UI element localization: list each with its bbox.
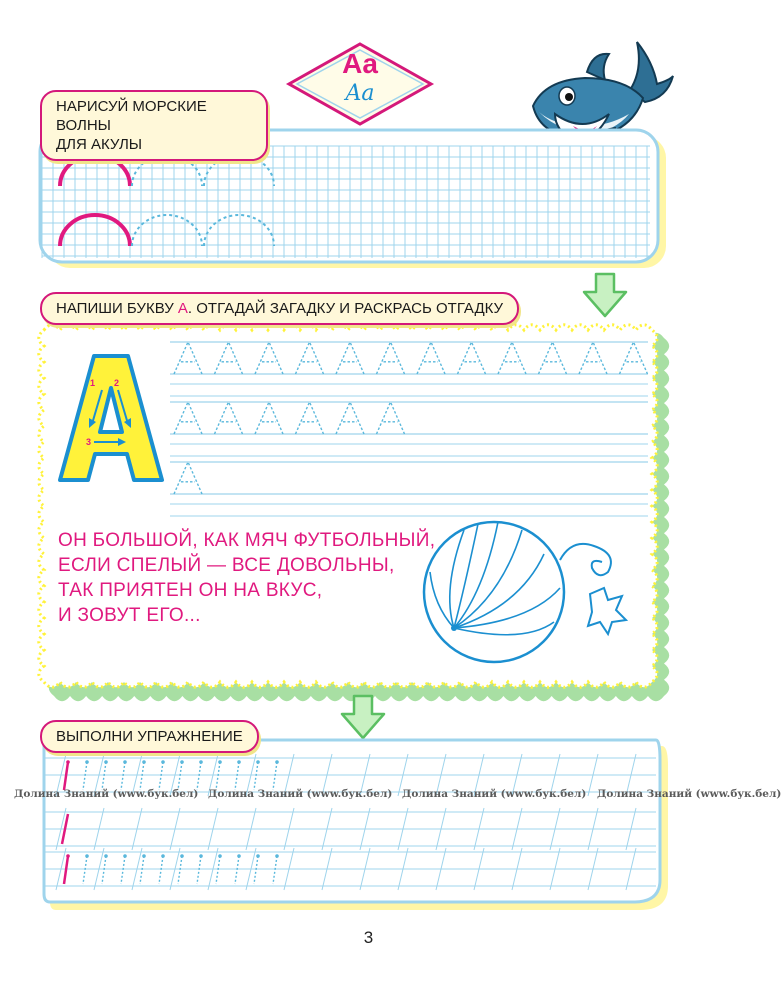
trace-letter	[377, 402, 405, 434]
stroke-number-1: 1	[90, 378, 96, 388]
trace-letter	[336, 402, 364, 434]
riddle-line-2: ЕСЛИ СПЕЛЫЙ — ВСЕ ДОВОЛЬНЫ,	[58, 555, 395, 576]
trace-letter	[336, 342, 364, 374]
stroke-number-2: 2	[114, 378, 120, 388]
task2-label-text: НАПИШИ БУКВУ	[56, 300, 178, 317]
watermark-4: Долина Знаний (www.бук.бел)	[597, 788, 781, 800]
task3-label: ВЫПОЛНИ УПРАЖНЕНИЕ	[40, 720, 259, 753]
trace-letter	[458, 342, 486, 374]
trace-letter	[417, 342, 445, 374]
watermark-2: Долина Знаний (www.бук.бел)	[208, 788, 393, 800]
task1-label	[40, 90, 268, 161]
practice-stroke	[254, 762, 258, 790]
trace-letter	[215, 402, 243, 434]
practice-stroke	[140, 762, 144, 790]
task2-label	[40, 292, 519, 325]
trace-letter	[215, 342, 243, 374]
task1-label-line1: НАРИСУЙ МОРСКИЕ ВОЛНЫ	[56, 98, 207, 134]
practice-stroke	[197, 762, 201, 790]
practice-stroke	[64, 856, 68, 884]
slant-lines	[44, 742, 664, 906]
task2-label-letter: А	[177, 300, 188, 317]
big-letter-a	[56, 352, 166, 484]
practice-stroke	[159, 762, 163, 790]
practice-stroke	[273, 762, 277, 790]
task1-label-line2: ДЛЯ АКУЛЫ	[56, 136, 143, 153]
riddle-line-4: И ЗОВУТ ЕГО...	[58, 605, 201, 626]
riddle-line-3: ТАК ПРИЯТЕН ОН НА ВКУС,	[58, 580, 323, 601]
practice-stroke	[102, 762, 106, 790]
practice-stroke	[83, 856, 87, 884]
trace-letter	[579, 342, 607, 374]
trace-letter	[174, 462, 202, 494]
trace-letter	[296, 342, 324, 374]
waves-grid	[42, 146, 650, 258]
trace-letter	[296, 402, 324, 434]
task2-label-text-end: . ОТГАДАЙ ЗАГАДКУ И РАСКРАСЬ ОТГАДКУ	[187, 300, 504, 317]
watermelon-outline	[412, 510, 642, 670]
practice-stroke	[273, 856, 277, 884]
letter-script: Aa	[345, 81, 375, 106]
practice-stroke	[235, 762, 239, 790]
down-arrow-icon	[582, 272, 628, 318]
trace-letter	[255, 402, 283, 434]
page-number: 3	[363, 928, 374, 947]
wave-arc	[204, 215, 274, 246]
practice-stroke	[121, 762, 125, 790]
practice-stroke	[102, 856, 106, 884]
watermark-3: Долина Знаний (www.бук.бел)	[402, 788, 587, 800]
practice-stroke	[235, 856, 239, 884]
practice-stroke	[197, 856, 201, 884]
trace-letter	[620, 342, 648, 374]
letter-tracing-rows	[170, 336, 660, 502]
riddle-line-1: ОН БОЛЬШОЙ, КАК МЯЧ ФУТБОЛЬНЫЙ,	[58, 530, 436, 551]
practice-stroke	[159, 856, 163, 884]
down-arrow-icon-2	[340, 694, 386, 740]
practice-stroke	[178, 762, 182, 790]
trace-letter	[498, 342, 526, 374]
trace-letter	[539, 342, 567, 374]
letter-print: Aa	[342, 48, 378, 79]
wave-arc	[132, 215, 202, 246]
practice-stroke	[178, 856, 182, 884]
trace-letter	[174, 342, 202, 374]
stroke-number-3: 3	[86, 437, 92, 447]
practice-stroke	[216, 762, 220, 790]
practice-stroke	[254, 856, 258, 884]
trace-letter	[174, 402, 202, 434]
trace-letter	[377, 342, 405, 374]
practice-stroke	[140, 856, 144, 884]
practice-stroke	[216, 856, 220, 884]
practice-stroke	[64, 762, 68, 790]
trace-letter	[255, 342, 283, 374]
watermark-1: Долина Знаний (www.бук.бел)	[14, 788, 199, 800]
practice-stroke	[83, 762, 87, 790]
practice-stroke	[121, 856, 125, 884]
riddle-text	[58, 528, 436, 628]
